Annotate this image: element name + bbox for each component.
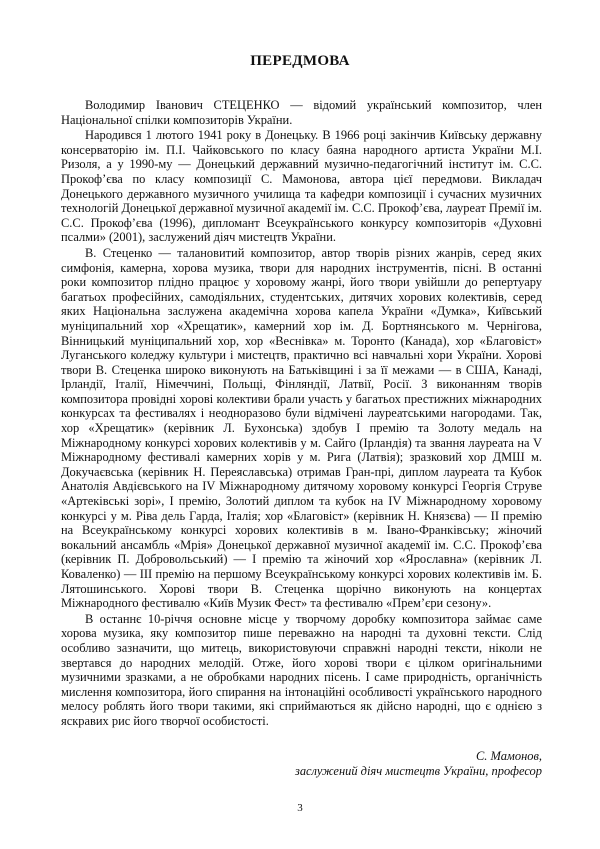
author-title: заслужений діяч мистецтв України, професор [294, 764, 542, 778]
page-title: ПЕРЕДМОВА [250, 53, 350, 69]
paragraph-choral-music: В останнє 10-річчя основне місце у творчому доробку композитора займає саме хорова музика, яку композитор пише переважно на народні та духовні тексти. Слід особливо зазначити, що митець, використовуючи справжні народні тексти, ніколи не звертався до народних мелодій. Отже, його хорові твори є цілком оригінальними музичними зразками, а не обробками народних пісень. І саме природність, органічність мислення композитора, його спирання на інтонаційні особливості українського народного мелосу роблять його твори такими, які сприймаються як дійсно народні, що є однією з яскравих рис його творчої особистості. [61, 611, 542, 728]
paragraph-biography: Народився 1 лютого 1941 року в Донецьку. В 1966 році закінчив Київську державну консерваторію ім. П.І. Чайковського по класу баяна народного артиста України М.І. Ризоля, а у 1990-му — Донецький державний музично-педагогічний інститут ім. С.С. Прокоф’єва по класу композиції С. Мамонова, автора цієї передмови. Викладач Донецького державного музичного училища та кафедри композиції і сучасних музичних технологій Донецької державної музичної академії ім. С.С. Прокоф’єва, лауреат Премії ім. С.С. Прокоф’єва (1996), дипломант Всеукраїнського конкурсу композиторів «Духовні псалми» (2001), заслужений діяч мистецтв України. [61, 128, 542, 245]
preface-body [61, 98, 542, 729]
paragraph-works: В. Стеценко — талановитий композитор, автор творів різних жанрів, серед яких симфонія, камерна, хорова музика, твори для народних інструментів, пісні. В останні роки композитор плідно працює у хоровому жанрі, його твори увійшли до репертуару багатьох професійних, самодіяльних, студентських, дитячих хорових колективів, серед яких Національна заслужена академічна хорова капела України «Думка», Київський муніципальний хор «Хрещатик», камерний хор ім. Д. Бортнянського м. Чернігова, Вінницький муніципальний хор, хор «Веснівка» м. Торонто (Канада), хор «Благовіст» Луганського коледжу культури і мистецтв, практично всі навчальні хори України. Хорові твори В. Стеценка широко виконують на Батьківщині і за її межами — в США, Канаді, Ірландії, Італії, Німеччині, Польщі, Фінляндії, Латвії, Росії. З виконанням творів композитора провідні хорові колективи брали участь у багатьох престижних міжнародних конкурсах та фестивалях і неодноразово були відмічені лауреатськими нагородами. Так, хор «Хрещатик» (керівник Л. Бухонська) здобув І премію та Золоту медаль на Міжнародному конкурсі хорових колективів у м. Сайго (Ірландія) та звання лауреата на V Міжнародному фестивалі камерних хорів у м. Рига (Латвія); зразковий хор ДМШ м. Докучаєвська (керівник Н. Переяславська) отримав Гран-прі, диплом лауреата та Кубок Анатолія Авдієвського на IV Міжнародному дитячому хоровому конкурсі Георгія Струве «Артеківські зорі», І премію, Золотий диплом та кубок на IV Міжнародному хоровому конкурсі у м. Ріва дель Гарда, Італія; хор «Благовіст» (керівник Н. Князєва) — ІІ премію на Всеукраїнському конкурсі хорових колективів в м. Івано-Франківську; жіночий вокальний ансамбль «Мрія» Донецької державної музичної академії ім. С.С. Прокоф’єва (керівник П. Добровольський) — І премію та жіночий хор «Ярославна» (керівник Л. Коваленко) — ІІІ премію на першому Всеукраїнському конкурсі хорових колективів ім. Б. Лятошинського. Хорові твори В. Стеценка щорічно виконують на концертах Міжнародного фестивалю «Київ Музик Фест» та фестивалю «Прем’єри сезону». [61, 245, 542, 611]
author-name: С. Мамонов, [476, 749, 542, 763]
paragraph-intro: Володимир Іванович СТЕЦЕНКО — відомий український композитор, член Національної спілки композиторів України. [61, 98, 542, 127]
page-number: 3 [297, 802, 303, 814]
signature-block [295, 749, 542, 779]
